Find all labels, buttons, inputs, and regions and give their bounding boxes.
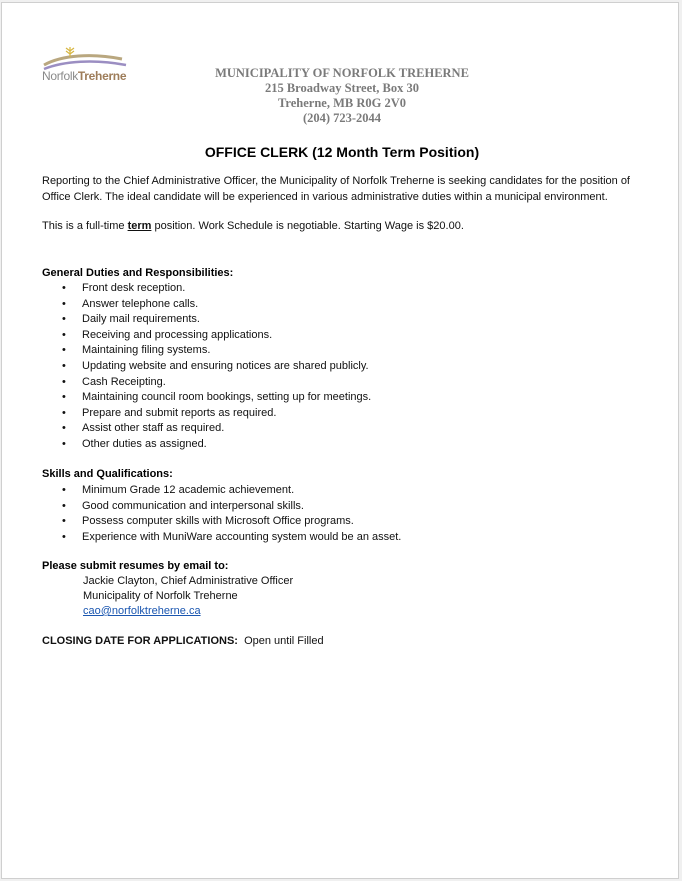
closing-value: Open until Filled	[244, 635, 324, 647]
city-postal: Treherne, MB R0G 2V0	[278, 96, 406, 110]
submit-heading: Please submit resumes by email to:	[42, 560, 229, 572]
phone-number: (204) 723-2044	[302, 111, 382, 125]
list-item: • Answer telephone calls.	[42, 297, 371, 313]
intro-paragraph: Reporting to the Chief Administrative Officer, the Municipality of Norfolk Treherne is seeking candidates for the position of Office Clerk. The ideal candidate will be experienced in various administrative duties within a municipal environment.	[42, 175, 630, 203]
closing-date	[42, 635, 324, 647]
list-item: • Front desk reception.	[42, 281, 371, 297]
list-item: • Daily mail requirements.	[42, 312, 371, 328]
list-item: • Assist other staff as required.	[42, 421, 371, 437]
skills-list	[42, 483, 401, 545]
list-item: • Prepare and submit reports as required.	[42, 406, 371, 422]
list-item: • Experience with MuniWare accounting system would be an asset.	[42, 530, 401, 546]
contact-block	[83, 574, 293, 619]
contact-name: Jackie Clayton, Chief Administrative Officer	[83, 575, 294, 587]
street-address: 215 Broadway Street, Box 30	[264, 81, 420, 95]
municipality-name: MUNICIPALITY OF NORFOLK TREHERNE	[215, 66, 469, 80]
schedule-paragraph: This is a full-time term position. Work Schedule is negotiable. Starting Wage is $20.00.	[42, 220, 464, 232]
list-item: • Minimum Grade 12 academic achievement.	[42, 483, 401, 499]
duties-list	[42, 281, 371, 453]
list-item: • Possess computer skills with Microsoft Office programs.	[42, 514, 401, 530]
list-item: • Maintaining council room bookings, setting up for meetings.	[42, 390, 371, 406]
list-item: • Receiving and processing applications.	[42, 328, 371, 344]
logo-wordmark: NorfolkTreherne	[42, 69, 127, 83]
letterhead	[122, 66, 562, 126]
skills-heading: Skills and Qualifications:	[42, 468, 173, 480]
document-page	[1, 2, 679, 879]
list-item: • Other duties as assigned.	[42, 437, 371, 453]
job-title: OFFICE CLERK (12 Month Term Position)	[204, 144, 480, 160]
duties-heading: General Duties and Responsibilities:	[42, 267, 234, 279]
email-link[interactable]: cao@norfolktreherne.ca	[83, 605, 201, 617]
wheat-swoosh-icon	[42, 45, 132, 71]
list-item: • Maintaining filing systems.	[42, 343, 371, 359]
closing-label: CLOSING DATE FOR APPLICATIONS:	[42, 635, 238, 647]
municipality-logo	[42, 45, 132, 85]
list-item: • Good communication and interpersonal skills.	[42, 499, 401, 515]
contact-organization: Municipality of Norfolk Treherne	[83, 590, 238, 602]
list-item: • Cash Receipting.	[42, 375, 371, 391]
list-item: • Updating website and ensuring notices are shared publicly.	[42, 359, 371, 375]
